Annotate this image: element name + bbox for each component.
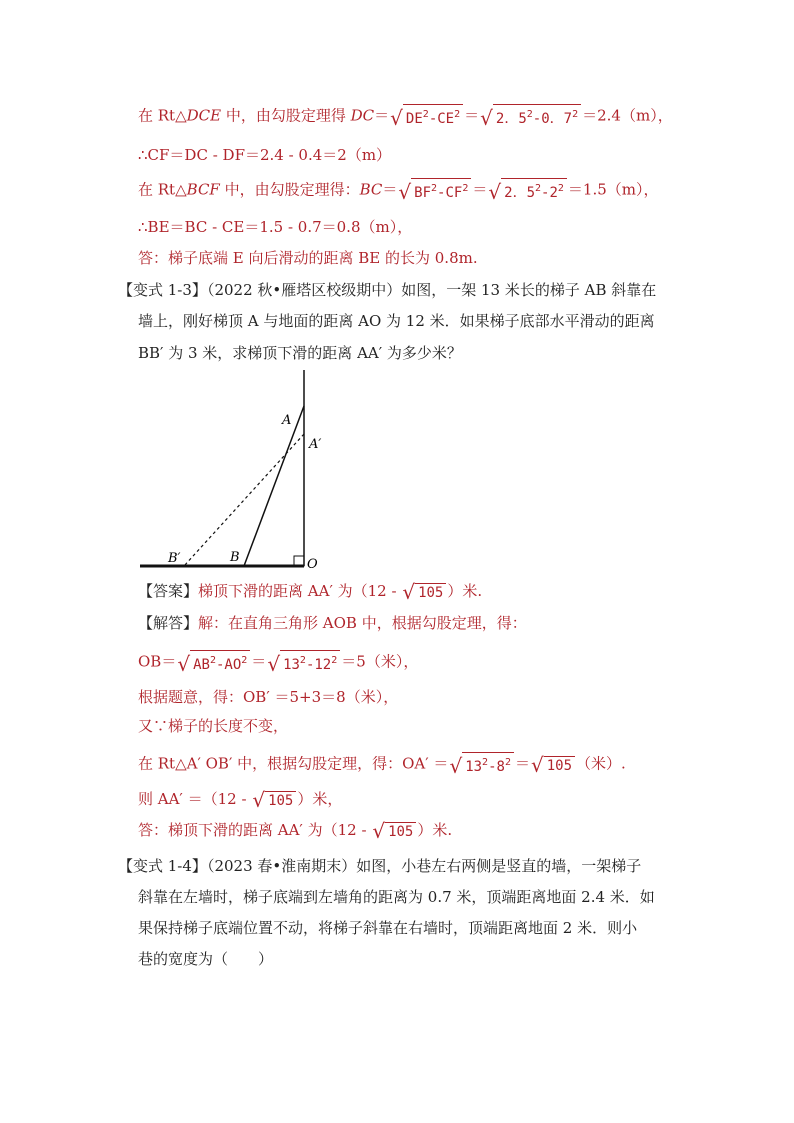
ladder-figure <box>138 370 338 575</box>
radicand: 105 <box>385 822 416 842</box>
variant-14-line-1 <box>118 856 641 876</box>
text-segment: ＝ <box>251 652 267 671</box>
text-segment: 中，由勾股定理得 <box>221 106 351 125</box>
text-segment: 中，由勾股定理得： <box>219 180 360 199</box>
variant-14-line-2: 斜靠在左墙时，梯子底端到左墙角的距离为 0.7 米，顶端距离地面 2.4 米．如 <box>138 888 655 906</box>
radical: √ 105 <box>402 581 446 603</box>
radical: √ 2．$5^2-0$．$7^2$ <box>480 104 581 129</box>
question-text: （2022 秋•雁塔区校级期中）如图，一架 13 米长的梯子 AB 斜靠在 <box>206 281 657 299</box>
label-b-prime: B′ <box>168 551 181 566</box>
text-segment: 答：梯顶下滑的距离 AA′ 为（12 - <box>138 821 372 839</box>
radicand: DE <box>405 111 423 127</box>
radicand: -2 <box>541 185 558 201</box>
solution-line-1 <box>138 613 527 633</box>
radical: √ $AB^2-AO^2$ <box>177 650 250 675</box>
prev-line-5: 答：梯子底端 E 向后滑动的距离 BE 的长为 0.8m. <box>138 249 478 267</box>
radical: √ 105 <box>531 754 575 776</box>
radicand: 13 <box>283 657 300 673</box>
radicand: 105 <box>544 756 575 776</box>
variable: DC <box>350 106 375 125</box>
text-segment: ＝1.5（m）， <box>567 180 659 199</box>
question-text: （2023 春•淮南期末）如图，小巷左右两侧是竖直的墙，一架梯子 <box>206 857 642 875</box>
variant-tag: 【变式 1-4】 <box>118 857 207 875</box>
prev-line-3 <box>138 178 659 203</box>
radicand: -0．7 <box>532 111 573 127</box>
radicand: 13 <box>465 759 483 775</box>
text-segment: 在 Rt△ <box>138 180 187 199</box>
text-segment: ＝ <box>472 180 488 199</box>
answer-text <box>198 580 483 604</box>
solution-line-6 <box>138 789 342 811</box>
text-segment: ＝ <box>514 754 530 773</box>
radicand: AB <box>193 657 210 673</box>
text-segment: 在 Rt△A′ OB′ 中，根据勾股定理，得：OA′ ＝ <box>138 754 449 773</box>
radical: √ $DE^2-CE^2$ <box>390 104 463 129</box>
text-segment: 在 Rt△ <box>138 106 187 125</box>
text-segment: （米）. <box>576 754 626 773</box>
radicand: 105 <box>265 791 296 811</box>
radical: √ $13^2-12^2$ <box>267 650 340 675</box>
answer-line <box>138 581 482 603</box>
text-segment: OB＝ <box>138 652 177 671</box>
text-segment: ＝ <box>464 106 480 125</box>
triangle-name: DCE <box>186 106 222 125</box>
radical: √ 105 <box>252 789 296 811</box>
label-a-prime: A′ <box>309 437 322 452</box>
solution-line-3: 根据题意，得：OB′ ＝5+3＝8（米）， <box>138 688 399 706</box>
solution-tag: 【解答】 <box>138 614 199 632</box>
text-segment: 解：在直角三角形 AOB 中，根据勾股定理，得： <box>198 614 527 632</box>
radical: √ $BF^2-CF^2$ <box>398 178 471 203</box>
text-segment: ）米， <box>297 790 343 808</box>
radicand: -AO <box>215 657 242 673</box>
prev-line-4: ∴BE＝BC - CE＝1.5 - 0.7＝0.8（m）， <box>138 218 413 236</box>
radical: √ 2．$5^2-2^2$ <box>488 178 567 203</box>
solution-line-4: 又∵梯子的长度不变， <box>138 717 289 735</box>
prev-line-1 <box>138 104 673 129</box>
radicand: 2．5 <box>495 111 527 127</box>
solution-line-2 <box>138 650 418 675</box>
label-a: A <box>282 413 292 428</box>
radicand: -CE <box>428 111 455 127</box>
variant-13-line-1 <box>118 280 656 300</box>
radicand: -CF <box>437 185 463 201</box>
radical: √ 105 <box>372 820 416 842</box>
radicand: -12 <box>305 657 332 673</box>
label-b: B <box>230 550 240 565</box>
solution-line-5 <box>138 752 626 777</box>
solution-line-7 <box>138 820 452 842</box>
text-segment: ）米. <box>417 821 453 839</box>
variant-13-line-2: 墙上，刚好梯顶 A 与地面的距离 AO 为 12 米．如果梯子底部水平滑动的距离 <box>138 312 655 330</box>
prev-line-2: ∴CF＝DC - DF＝2.4 - 0.4＝2（m） <box>138 146 392 164</box>
answer-tag: 【答案】 <box>138 582 199 600</box>
text-segment: ＝5（米）， <box>341 652 419 671</box>
radicand: 105 <box>415 583 446 603</box>
radical: √ $13^2-8^2$ <box>449 752 514 777</box>
text-segment: 梯顶下滑的距离 AA′ 为（12 - <box>198 582 402 600</box>
ladder-a2b2 <box>184 434 304 566</box>
radicand: BF <box>414 185 432 201</box>
variant-13-line-3: BB′ 为 3 米，求梯顶下滑的距离 AA′ 为多少米？ <box>138 344 462 362</box>
text-segment: ＝ <box>374 106 390 125</box>
ladder-ab <box>244 406 304 566</box>
label-o: O <box>307 557 318 572</box>
radicand: -8 <box>488 759 505 775</box>
variant-14-line-4: 巷的宽度为（ ） <box>138 950 274 968</box>
text-segment: 则 AA′ ＝（12 - <box>138 790 252 808</box>
variable: BC <box>359 180 383 199</box>
text-segment: ）米. <box>447 582 483 600</box>
triangle-name: BCF <box>186 180 220 199</box>
text-segment: ＝ <box>382 180 398 199</box>
text-segment: ＝2.4（m）， <box>582 106 673 125</box>
variant-tag: 【变式 1-3】 <box>118 281 207 299</box>
variant-14-line-3: 果保持梯子底端位置不动，将梯子斜靠在右墙时，顶端距离地面 2 米．则小 <box>138 919 638 937</box>
radicand: 2．5 <box>504 185 535 201</box>
